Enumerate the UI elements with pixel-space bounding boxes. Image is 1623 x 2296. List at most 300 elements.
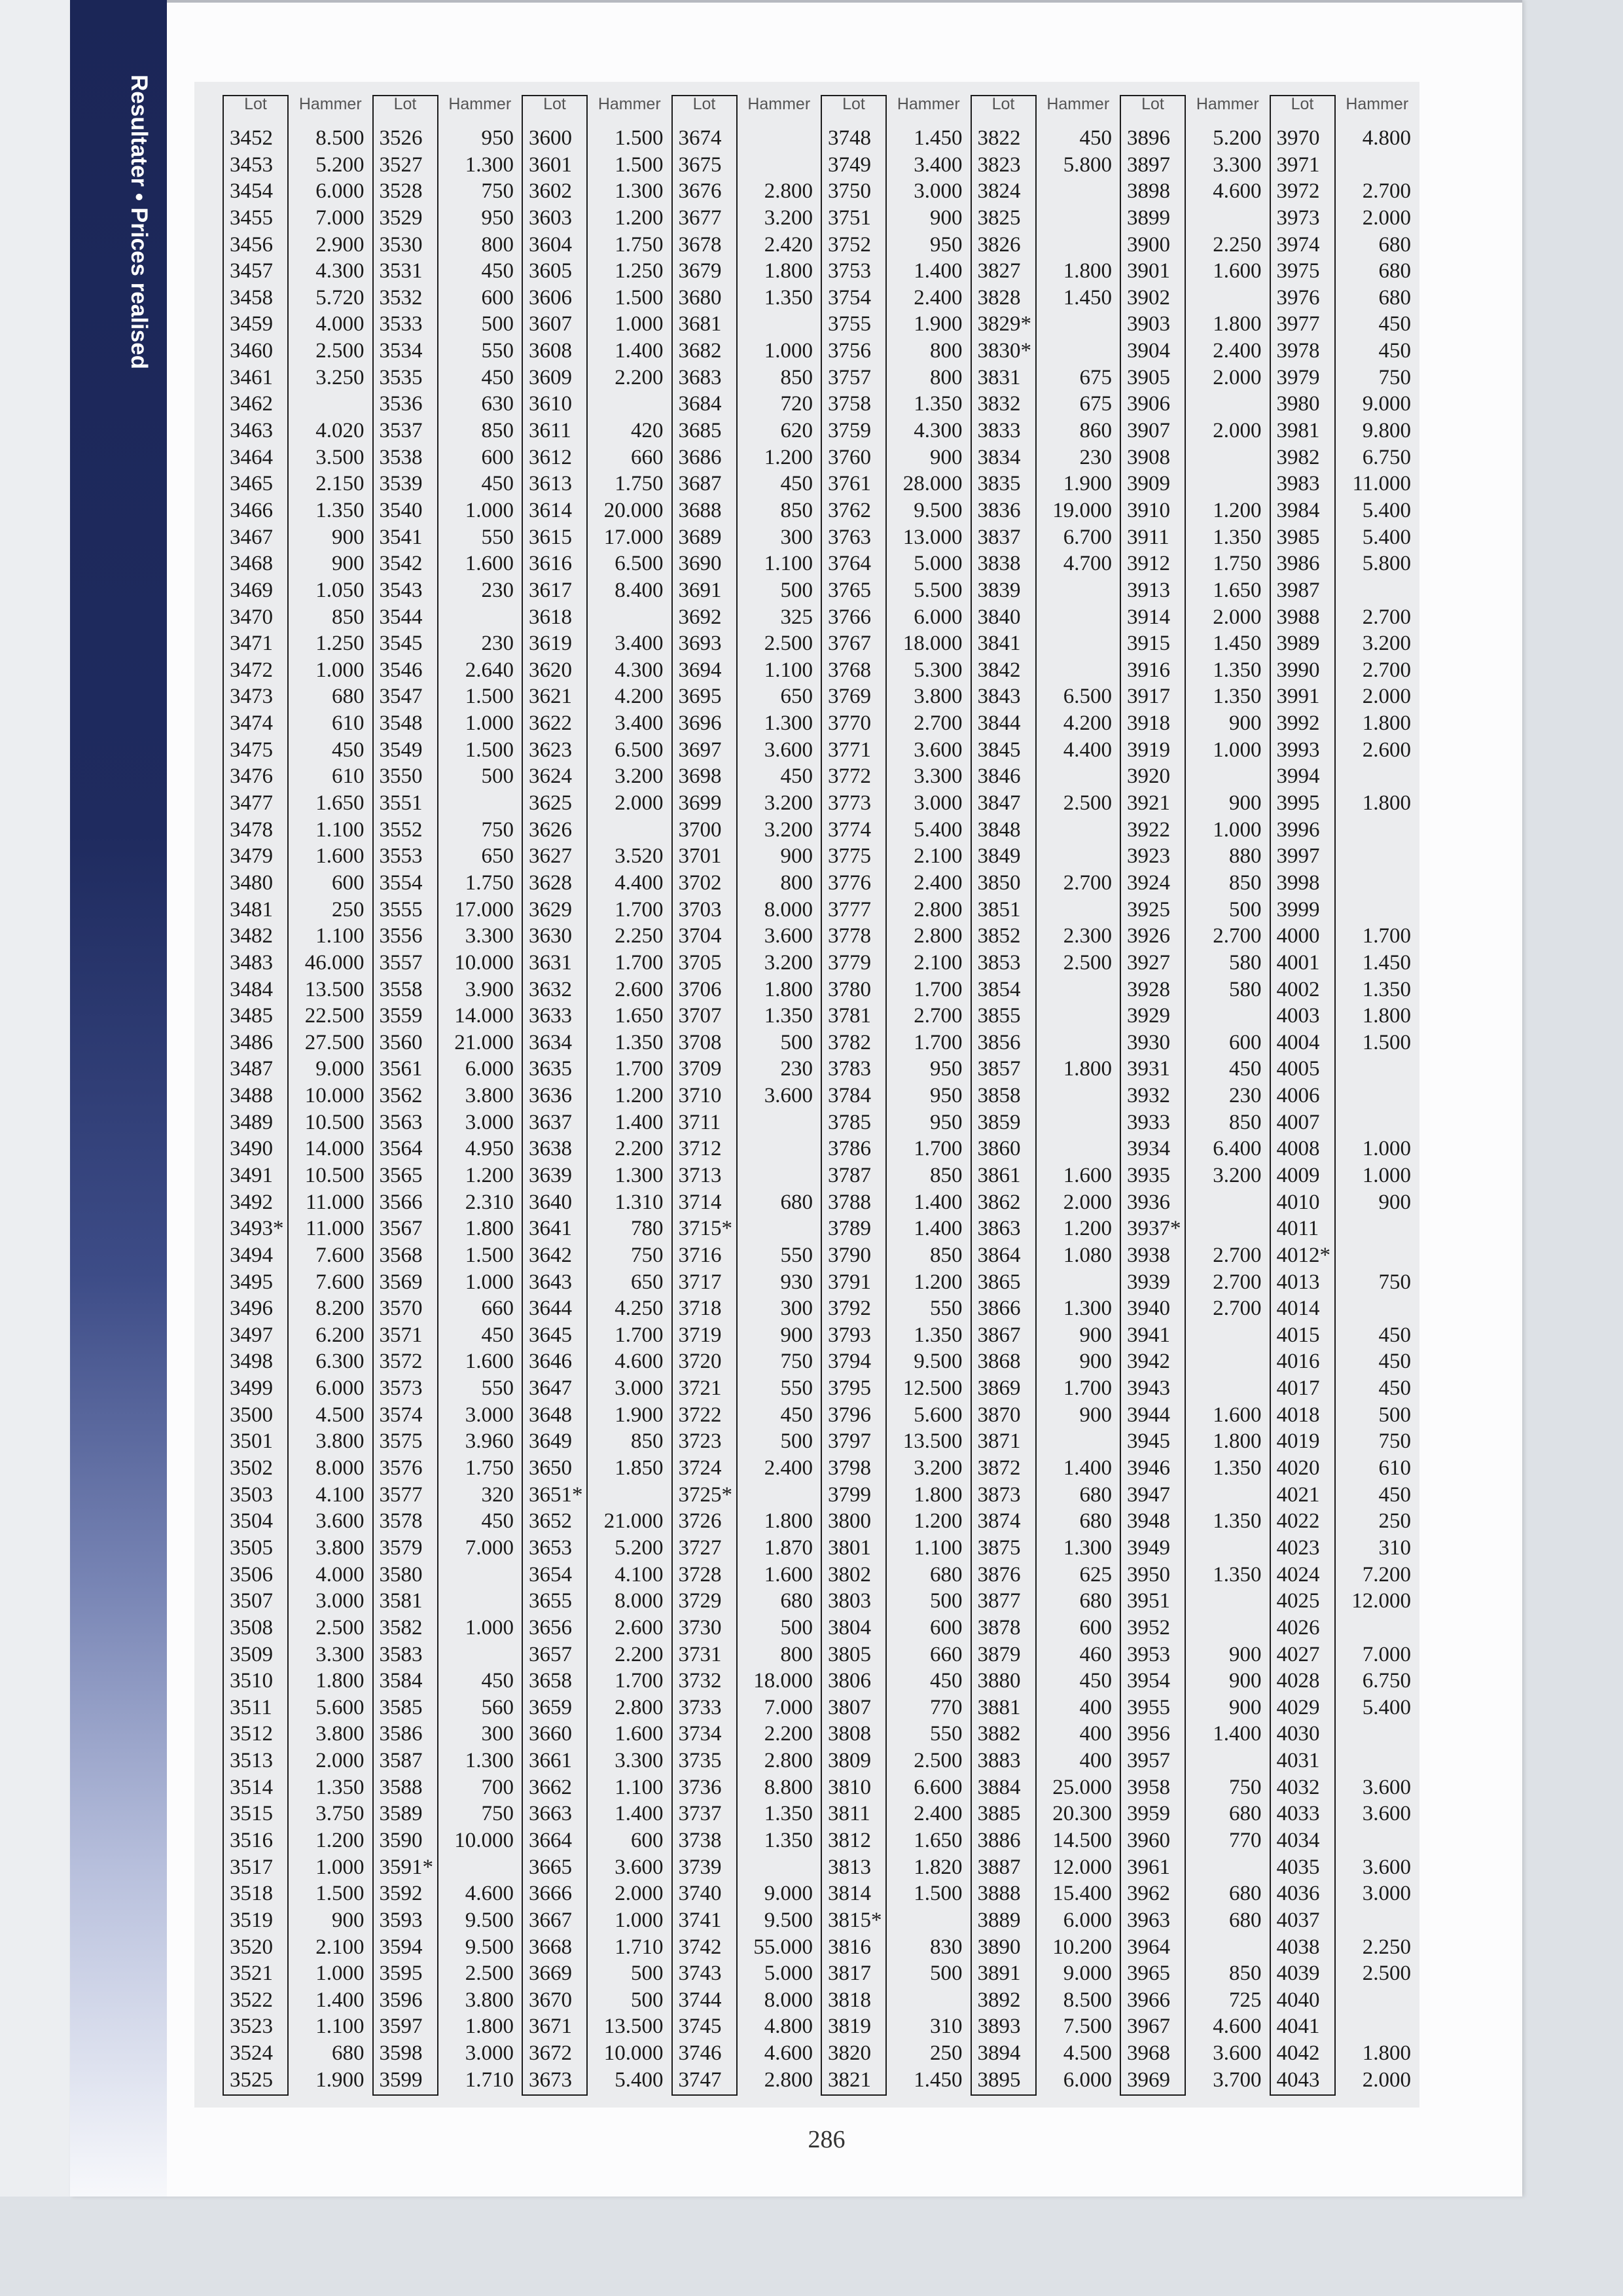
hammer-price: 450	[930, 1669, 963, 1693]
hammer-price: 8.000	[764, 897, 813, 922]
hammer-price: 1.300	[1063, 1297, 1112, 1321]
lot-number: 3669	[529, 1962, 572, 1986]
hammer-price: 900	[332, 525, 365, 549]
lot-number: 3880	[977, 1669, 1021, 1693]
hammer-price: 1.200	[1213, 498, 1262, 522]
hammer-price: 600	[1229, 1030, 1262, 1054]
hammer-price: 1.800	[764, 1509, 813, 1534]
hammer-price: 1.710	[615, 1935, 664, 1959]
hammer-price: 1.350	[764, 285, 813, 310]
lot-number: 3755	[828, 312, 871, 336]
lot-number: 3736	[678, 1775, 722, 1799]
hammer-price: 2.700	[1213, 1270, 1262, 1294]
lot-number: 3609	[529, 365, 572, 389]
hammer-price	[1336, 577, 1419, 604]
hammer-price: 850	[780, 365, 813, 389]
lot-number: 3485	[230, 1004, 273, 1028]
hammer-price	[738, 152, 821, 179]
lot-number: 3494	[230, 1243, 273, 1267]
hammer-price: 950	[481, 126, 514, 150]
lot-number: 3799	[828, 1482, 871, 1507]
hammer-price	[1336, 1109, 1419, 1136]
hammer-price: 7.500	[1063, 2015, 1112, 2039]
hammer-price: 4.600	[465, 1882, 514, 1906]
hammer-price: 3.300	[914, 764, 963, 789]
hammer-price: 5.200	[1213, 126, 1262, 150]
lot-number: 3673	[529, 2068, 572, 2092]
lot-number: 3706	[678, 977, 722, 1001]
lot-number: 3748	[828, 126, 871, 150]
hammer-price: 2.700	[1213, 1297, 1262, 1321]
hammer-price: 2.310	[465, 1190, 514, 1214]
hammer-price: 1.200	[465, 1163, 514, 1187]
lot-number: 3986	[1276, 552, 1320, 576]
lot-number: 4002	[1276, 977, 1320, 1001]
hammer-price: 300	[780, 1297, 813, 1321]
lot-column	[1120, 95, 1186, 2096]
lot-number: 3719	[678, 1323, 722, 1347]
lot-number: 4000	[1276, 924, 1320, 948]
lot-number: 3778	[828, 924, 871, 948]
lot-number: 3462	[230, 392, 273, 416]
lot-number: 3741	[678, 1908, 722, 1932]
lot-number: 3918	[1127, 711, 1170, 736]
lot-number: 3507	[230, 1589, 273, 1613]
lot-number: 3514	[230, 1775, 273, 1799]
lot-number: 3953	[1127, 1642, 1170, 1666]
hammer-price: 6.500	[615, 738, 664, 762]
lot-number: 3812	[828, 1829, 871, 1852]
lot-number: 3820	[828, 2041, 871, 2066]
hammer-price: 1.400	[914, 259, 963, 283]
hammer-price: 230	[1229, 1084, 1262, 1108]
hammer-price: 1.350	[914, 392, 963, 416]
lot-number: 3876	[977, 1562, 1021, 1587]
hammer-price: 17.000	[603, 525, 664, 549]
hammer-price: 5.200	[315, 152, 365, 177]
hammer-price: 3.000	[315, 1589, 365, 1613]
lot-number: 3656	[529, 1615, 572, 1640]
lot-number: 3769	[828, 685, 871, 709]
hammer-price: 1.600	[1213, 1403, 1262, 1427]
hammer-price: 6.400	[1213, 1137, 1262, 1161]
hammer-price	[1186, 471, 1270, 497]
hammer-price: 1.600	[764, 1562, 813, 1587]
hammer-price	[588, 604, 671, 631]
hammer-price: 1.350	[1362, 977, 1411, 1001]
lot-number: 3598	[379, 2041, 423, 2066]
hammer-price: 2.420	[764, 232, 813, 257]
hammer-price: 800	[930, 365, 963, 389]
lot-number: 3620	[529, 658, 572, 682]
hammer-price: 850	[631, 1429, 664, 1454]
hammer-price: 3.960	[465, 1429, 514, 1454]
hammer-price: 320	[481, 1482, 514, 1507]
lot-number: 4036	[1276, 1882, 1320, 1906]
lot-number: 3831	[977, 365, 1021, 389]
lot-number: 3969	[1127, 2068, 1170, 2092]
lot-number: 4014	[1276, 1297, 1320, 1321]
hammer-price: 900	[780, 844, 813, 869]
hammer-price: 1.350	[764, 1004, 813, 1028]
lot-number: 4030	[1276, 1722, 1320, 1746]
hammer-price: 2.700	[1213, 924, 1262, 948]
hammer-price: 500	[631, 1962, 664, 1986]
lot-number: 3985	[1276, 525, 1320, 549]
hammer-price: 19.000	[1052, 498, 1112, 522]
hammer-price: 580	[1229, 977, 1262, 1001]
hammer-price: 3.200	[764, 791, 813, 816]
lot-number: 3580	[379, 1562, 423, 1587]
lot-number: 3606	[529, 285, 572, 310]
hammer-price	[1186, 1215, 1270, 1242]
hammer-price: 2.000	[1362, 685, 1411, 709]
lot-number: 3527	[379, 152, 423, 177]
hammer-price: 5.600	[914, 1403, 963, 1427]
lot-number: 3761	[828, 472, 871, 496]
lot-number: 3955	[1127, 1695, 1170, 1719]
hammer-price: 1.900	[1063, 472, 1112, 496]
hammer-price: 900	[1229, 1642, 1262, 1666]
hammer-price: 1.000	[615, 312, 664, 336]
lot-number: 3602	[529, 179, 572, 204]
lot-number: 3563	[379, 1110, 423, 1134]
hammer-price: 900	[780, 1323, 813, 1347]
lot-number: 3992	[1276, 711, 1320, 736]
hammer-price: 7.000	[465, 1535, 514, 1560]
lot-number: 3883	[977, 1749, 1021, 1773]
hammer-price: 300	[481, 1722, 514, 1746]
hammer-price: 450	[780, 472, 813, 496]
lot-number: 4032	[1276, 1775, 1320, 1799]
hammer-price: 6.000	[465, 1057, 514, 1081]
hammer-price: 2.900	[315, 232, 365, 257]
lot-number: 3939	[1127, 1270, 1170, 1294]
lot-number: 3717	[678, 1270, 722, 1294]
hammer-price: 1.750	[1213, 552, 1262, 576]
lot-number: 3730	[678, 1615, 722, 1640]
lot-number: 3855	[977, 1004, 1021, 1028]
hammer-price	[738, 1215, 821, 1242]
lot-number: 3805	[828, 1642, 871, 1666]
hammer-price: 4.100	[315, 1482, 365, 1507]
lot-number: 3864	[977, 1243, 1021, 1267]
hammer-price: 1.350	[315, 1775, 365, 1799]
hammer-price: 900	[1079, 1350, 1112, 1374]
lot-number: 3534	[379, 339, 423, 363]
lot-number: 3890	[977, 1935, 1021, 1959]
hammer-price	[1037, 897, 1120, 924]
hammer-price	[588, 817, 671, 844]
lot-number: 3543	[379, 578, 423, 602]
lot-number: 3933	[1127, 1110, 1170, 1134]
hammer-price: 3.520	[615, 844, 664, 869]
hammer-price: 4.800	[764, 2015, 813, 2039]
lot-number: 3453	[230, 152, 273, 177]
hammer-price: 4.250	[615, 1297, 664, 1321]
hammer-price: 860	[1079, 419, 1112, 443]
lot-number: 3912	[1127, 552, 1170, 576]
hammer-price: 680	[1229, 1802, 1262, 1826]
lot-number: 3873	[977, 1482, 1021, 1507]
hammer-price: 3.000	[465, 2041, 514, 2066]
hammer-price: 680	[1079, 1509, 1112, 1534]
lot-number: 3646	[529, 1350, 572, 1374]
hammer-price: 14.000	[304, 1137, 365, 1161]
section-title: Resultater • Prices realised	[126, 75, 152, 369]
lot-number: 3894	[977, 2041, 1021, 2066]
lot-number: 3520	[230, 1935, 273, 1959]
lot-number: 3499	[230, 1376, 273, 1401]
lot-number: 3924	[1127, 870, 1170, 895]
lot-number: 3858	[977, 1084, 1021, 1108]
lot-number: 3552	[379, 817, 423, 842]
hammer-price: 2.800	[615, 1695, 664, 1719]
hammer-price: 2.000	[1213, 605, 1262, 629]
hammer-price: 7.600	[315, 1243, 365, 1267]
hammer-price: 5.300	[914, 658, 963, 682]
lot-number: 4001	[1276, 950, 1320, 975]
hammer-price: 800	[481, 232, 514, 257]
lot-number: 3902	[1127, 285, 1170, 310]
hammer-price	[1037, 604, 1120, 631]
lot-number: 3486	[230, 1030, 273, 1054]
lot-number: 3981	[1276, 419, 1320, 443]
hammer-price: 3.800	[465, 1084, 514, 1108]
hammer-price: 1.300	[465, 1749, 514, 1773]
lot-number: 3852	[977, 924, 1021, 948]
lot-number: 3774	[828, 817, 871, 842]
lot-number: 3972	[1276, 179, 1320, 204]
lot-number: 3680	[678, 285, 722, 310]
hammer-header: Hammer	[1346, 95, 1409, 113]
lot-number: 3993	[1276, 738, 1320, 762]
lot-number: 3928	[1127, 977, 1170, 1001]
hammer-price	[1037, 1030, 1120, 1056]
lot-number: 3482	[230, 924, 273, 948]
hammer-price: 600	[481, 285, 514, 310]
lot-number: 3942	[1127, 1350, 1170, 1374]
hammer-price: 12.000	[1351, 1589, 1411, 1613]
lot-column	[821, 95, 887, 2096]
lot-number: 3754	[828, 285, 871, 310]
hammer-price: 460	[1079, 1642, 1112, 1666]
lot-number: 3671	[529, 2015, 572, 2039]
lot-number: 3836	[977, 498, 1021, 522]
lot-number: 3757	[828, 365, 871, 389]
lot-number: 3632	[529, 977, 572, 1001]
hammer-price: 580	[1229, 950, 1262, 975]
lot-number: 3505	[230, 1535, 273, 1560]
hammer-price	[1186, 1588, 1270, 1615]
hammer-price: 900	[1229, 791, 1262, 816]
lot-number: 3853	[977, 950, 1021, 975]
hammer-price: 2.700	[914, 1004, 963, 1028]
lot-number: 3612	[529, 445, 572, 469]
hammer-price: 610	[332, 711, 365, 736]
hammer-price: 5.400	[1362, 525, 1411, 549]
hammer-price: 1.750	[465, 1456, 514, 1480]
lot-number: 4033	[1276, 1802, 1320, 1826]
hammer-price: 750	[481, 817, 514, 842]
lot-number: 3776	[828, 870, 871, 895]
lot-number: 3501	[230, 1429, 273, 1454]
hammer-price: 750	[1378, 365, 1411, 389]
hammer-price: 770	[930, 1695, 963, 1719]
lot-number: 4021	[1276, 1482, 1320, 1507]
hammer-column	[887, 95, 971, 2096]
hammer-price: 2.600	[1362, 738, 1411, 762]
hammer-price	[1186, 1375, 1270, 1402]
hammer-price: 680	[780, 1190, 813, 1214]
hammer-price: 1.350	[1213, 685, 1262, 709]
hammer-price	[738, 1162, 821, 1189]
lot-number: 3699	[678, 791, 722, 816]
lot-number: 3957	[1127, 1749, 1170, 1773]
hammer-header: Hammer	[1196, 95, 1259, 113]
hammer-price: 1.650	[315, 791, 365, 816]
hammer-price: 1.400	[615, 339, 664, 363]
hammer-price	[1037, 1083, 1120, 1109]
lot-number: 3827	[977, 259, 1021, 283]
lot-number: 3854	[977, 977, 1021, 1001]
lot-column	[971, 95, 1037, 2096]
lot-number: 3484	[230, 977, 273, 1001]
hammer-price: 680	[1079, 1589, 1112, 1613]
lot-number: 3946	[1127, 1456, 1170, 1480]
prices-realised-table	[223, 95, 1419, 2096]
lot-number: 3526	[379, 126, 423, 150]
lot-number: 3500	[230, 1403, 273, 1427]
hammer-price	[738, 1854, 821, 1881]
lot-number: 3844	[977, 711, 1021, 736]
lot-number: 3488	[230, 1084, 273, 1108]
lot-number: 3945	[1127, 1429, 1170, 1454]
hammer-price	[1037, 338, 1120, 365]
hammer-header: Hammer	[747, 95, 811, 113]
lot-number: 3984	[1276, 498, 1320, 522]
lot-number: 3521	[230, 1962, 273, 1986]
lot-number: 3872	[977, 1456, 1021, 1480]
lot-number: 4042	[1276, 2041, 1320, 2066]
lot-number: 4006	[1276, 1084, 1320, 1108]
hammer-price	[738, 1136, 821, 1162]
hammer-price	[1186, 1322, 1270, 1349]
lot-number: 3652	[529, 1509, 572, 1534]
lot-number: 3651*	[529, 1482, 583, 1507]
lot-number: 3783	[828, 1057, 871, 1081]
hammer-price	[438, 1562, 522, 1588]
lot-number: 3670	[529, 1988, 572, 2012]
hammer-price: 950	[930, 232, 963, 257]
hammer-price: 4.200	[1063, 711, 1112, 736]
hammer-price: 930	[780, 1270, 813, 1294]
lot-number: 3574	[379, 1403, 423, 1427]
lot-number: 3947	[1127, 1482, 1170, 1507]
lot-number: 3630	[529, 924, 572, 948]
lot-number: 3995	[1276, 791, 1320, 816]
hammer-price	[1186, 205, 1270, 232]
lot-number: 3785	[828, 1110, 871, 1134]
lot-number: 3891	[977, 1962, 1021, 1986]
lot-number: 3663	[529, 1802, 572, 1826]
lot-header: Lot	[1291, 95, 1314, 113]
hammer-price: 11.000	[305, 1217, 365, 1241]
hammer-price: 4.800	[1362, 126, 1411, 150]
hammer-price: 3.600	[764, 1084, 813, 1108]
lot-number: 4003	[1276, 1004, 1320, 1028]
lot-number: 3569	[379, 1270, 423, 1294]
lot-number: 3925	[1127, 897, 1170, 922]
lot-column	[372, 95, 438, 2096]
hammer-price: 8.000	[764, 1988, 813, 2012]
hammer-price: 450	[1378, 1376, 1411, 1401]
lot-header: Lot	[692, 95, 716, 113]
lot-number: 3723	[678, 1429, 722, 1454]
lot-number: 3664	[529, 1829, 572, 1852]
lot-number: 3529	[379, 206, 423, 230]
lot-number: 3808	[828, 1722, 871, 1746]
lot-number: 3528	[379, 179, 423, 204]
lot-number: 3667	[529, 1908, 572, 1932]
hammer-price	[1186, 1348, 1270, 1375]
lot-number: 3722	[678, 1403, 722, 1427]
hammer-price: 550	[780, 1243, 813, 1267]
lot-number: 3634	[529, 1030, 572, 1054]
hammer-price: 7.000	[315, 206, 365, 230]
lot-header: Lot	[393, 95, 417, 113]
lot-number: 3591*	[379, 1855, 433, 1879]
hammer-price	[1037, 817, 1120, 844]
lot-number: 3848	[977, 817, 1021, 842]
hammer-price: 8.000	[615, 1589, 664, 1613]
lot-number: 3794	[828, 1350, 871, 1374]
lot-number: 3861	[977, 1163, 1021, 1187]
hammer-price: 1.800	[914, 1482, 963, 1507]
lot-number: 3964	[1127, 1935, 1170, 1959]
lot-number: 3617	[529, 578, 572, 602]
lot-number: 3734	[678, 1722, 722, 1746]
lot-number: 3513	[230, 1749, 273, 1773]
lot-number: 3583	[379, 1642, 423, 1666]
lot-number: 3577	[379, 1482, 423, 1507]
lot-number: 3823	[977, 152, 1021, 177]
hammer-price	[1037, 1136, 1120, 1162]
hammer-price: 13.500	[304, 977, 365, 1001]
hammer-column	[289, 95, 372, 2096]
hammer-price: 1.100	[764, 552, 813, 576]
hammer-price: 5.400	[1362, 1695, 1411, 1719]
lot-number: 3631	[529, 950, 572, 975]
lot-number: 3909	[1127, 472, 1170, 496]
lot-number: 3987	[1276, 578, 1320, 602]
lot-number: 3557	[379, 950, 423, 975]
lot-number: 3859	[977, 1110, 1021, 1134]
hammer-price: 600	[631, 1829, 664, 1852]
hammer-price: 600	[1079, 1615, 1112, 1640]
hammer-price: 18.000	[902, 632, 963, 656]
hammer-price: 850	[1229, 870, 1262, 895]
lot-number: 3457	[230, 259, 273, 283]
hammer-price: 3.200	[764, 817, 813, 842]
hammer-price	[1037, 843, 1120, 870]
lot-number: 4010	[1276, 1190, 1320, 1214]
lot-number: 3877	[977, 1589, 1021, 1613]
lot-number: 3625	[529, 791, 572, 816]
hammer-price: 650	[780, 685, 813, 709]
lot-number: 3570	[379, 1297, 423, 1321]
hammer-price	[1037, 1269, 1120, 1296]
